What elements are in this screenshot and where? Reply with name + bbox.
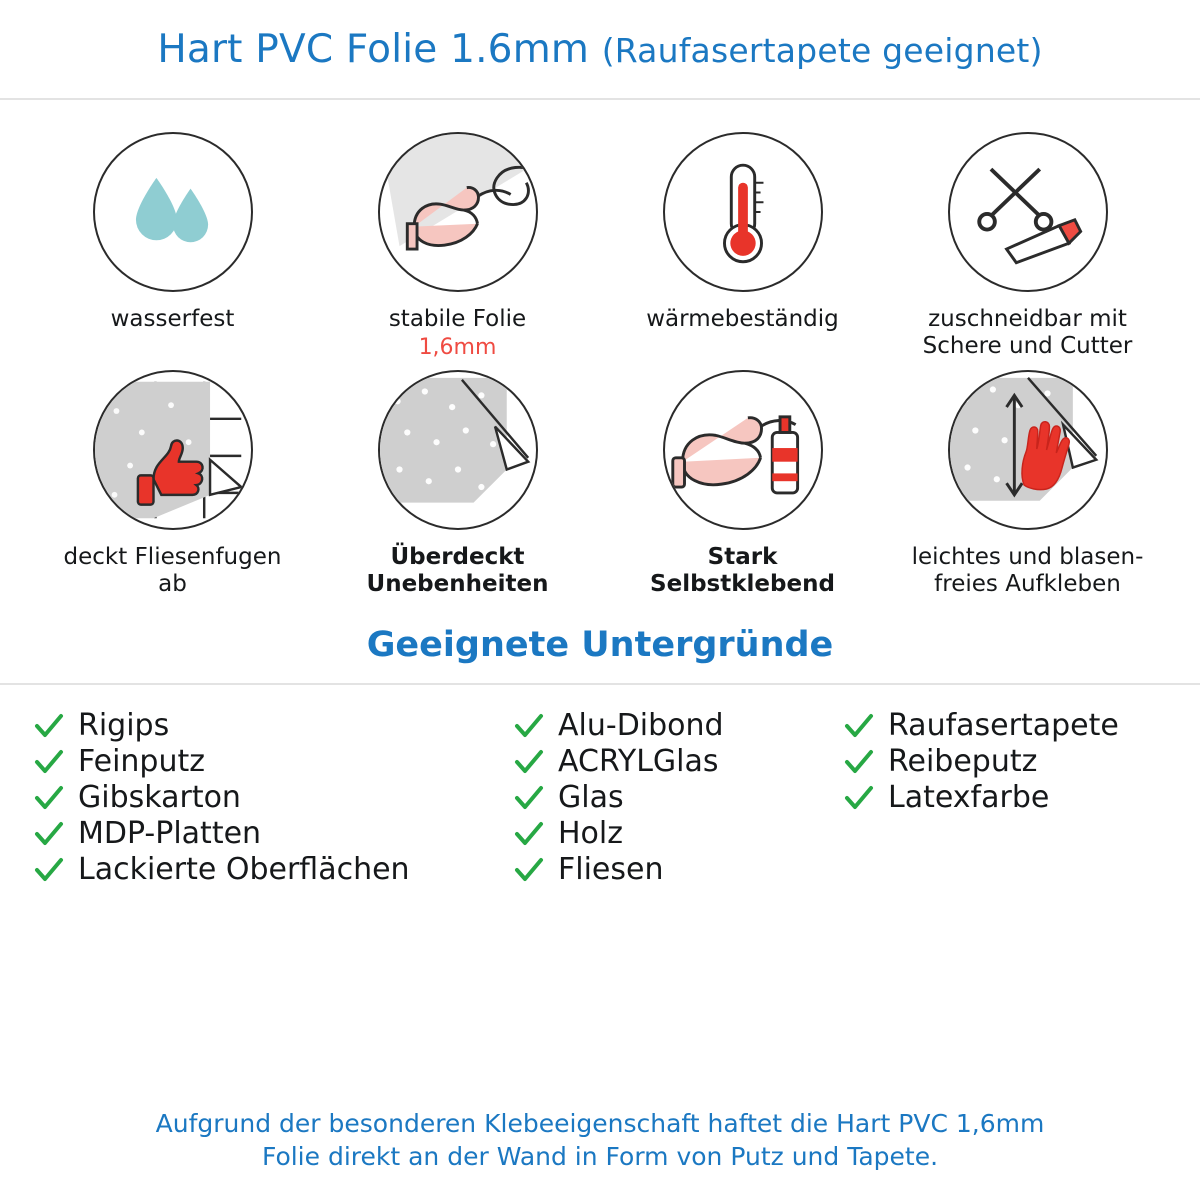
feature-sublabel: 1,6mm	[418, 335, 497, 361]
feature-item	[885, 370, 1170, 598]
list-item-label: ACRYLGlas	[558, 743, 719, 779]
glue-tube	[772, 417, 797, 493]
foil-corner-icon	[380, 372, 536, 528]
feature-label: deckt Fliesenfugen ab	[63, 544, 282, 598]
cutter-knife	[1006, 220, 1080, 263]
list-item	[34, 743, 514, 779]
feature-label: Stark Selbstklebend	[650, 544, 835, 598]
footer-line-2: Folie direkt an der Wand in Form von Putz und Tapete.	[261, 1142, 939, 1172]
page-title	[157, 27, 1042, 72]
checklist-column	[514, 707, 844, 887]
page-title-sub: (Raufasertapete geeignet)	[601, 30, 1043, 70]
check-icon	[514, 747, 544, 777]
list-item-label: Raufasertapete	[888, 707, 1119, 743]
list-item	[514, 743, 844, 779]
list-item-label: MDP-Platten	[78, 815, 262, 851]
feature-icon-circle	[378, 132, 538, 292]
feature-icon-circle	[663, 132, 823, 292]
list-item-label: Latexfarbe	[888, 779, 1050, 815]
feature-grid	[0, 100, 1200, 599]
feature-icon-circle	[948, 132, 1108, 292]
feature-label: zuschneidbar mit Schere und Cutter	[922, 306, 1133, 360]
list-item	[844, 779, 1166, 815]
list-item	[34, 707, 514, 743]
feature-item	[600, 132, 885, 360]
feature-icon-circle	[93, 132, 253, 292]
feature-icon-circle	[663, 370, 823, 530]
feature-item	[30, 370, 315, 598]
list-item	[34, 851, 514, 887]
list-item-label: Gibskarton	[78, 779, 241, 815]
strong-arm-foil-icon	[380, 134, 536, 290]
list-item-label: Fliesen	[558, 851, 664, 887]
list-item	[34, 779, 514, 815]
list-item	[34, 815, 514, 851]
feature-item	[315, 132, 600, 360]
list-item	[844, 707, 1166, 743]
list-item	[514, 815, 844, 851]
list-item	[514, 851, 844, 887]
feature-item	[315, 370, 600, 598]
feature-label: stabile Folie	[388, 306, 527, 332]
thermometer-icon	[665, 134, 821, 290]
check-icon	[844, 711, 874, 741]
feature-item	[600, 370, 885, 598]
check-icon	[514, 855, 544, 885]
feature-label: wasserfest	[110, 306, 235, 332]
check-icon	[34, 819, 64, 849]
check-icon	[844, 747, 874, 777]
hand-smoothing-icon	[950, 372, 1106, 528]
list-item	[514, 707, 844, 743]
list-item-label: Glas	[558, 779, 624, 815]
header	[0, 0, 1200, 100]
substrate-checklist	[0, 685, 1200, 885]
footer-note	[0, 1107, 1200, 1200]
check-icon	[34, 747, 64, 777]
list-item-label: Holz	[558, 815, 623, 851]
list-item-label: Alu-Dibond	[558, 707, 724, 743]
check-icon	[514, 711, 544, 741]
feature-label: Überdeckt Unebenheiten	[366, 544, 549, 598]
list-item-label: Feinputz	[78, 743, 205, 779]
check-icon	[34, 783, 64, 813]
page-title-main: Hart PVC Folie 1.6mm	[157, 26, 590, 72]
section-title: Geeignete Untergründe	[366, 624, 834, 665]
water-drops-icon	[95, 134, 251, 290]
feature-item	[885, 132, 1170, 360]
feature-icon-circle	[378, 370, 538, 530]
checklist-column	[844, 707, 1166, 885]
check-icon	[514, 819, 544, 849]
check-icon	[844, 783, 874, 813]
list-item-label: Lackierte Oberflächen	[78, 851, 410, 887]
feature-label: wärmebeständig	[646, 306, 839, 332]
check-icon	[34, 855, 64, 885]
list-item	[844, 743, 1166, 779]
section-header	[0, 625, 1200, 685]
feature-icon-circle	[93, 370, 253, 530]
feature-item	[30, 132, 315, 360]
checklist-column	[34, 707, 514, 887]
list-item-label: Reibeputz	[888, 743, 1038, 779]
arm-glue-icon	[665, 372, 821, 528]
check-icon	[34, 711, 64, 741]
feature-label: leichtes und blasen- freies Aufkleben	[911, 544, 1144, 598]
scissors-cutter-icon	[950, 134, 1106, 290]
feature-icon-circle	[948, 370, 1108, 530]
footer-line-1: Aufgrund der besonderen Klebeeigenschaft haftet die Hart PVC 1,6mm	[155, 1108, 1045, 1138]
check-icon	[514, 783, 544, 813]
list-item-label: Rigips	[78, 707, 170, 743]
thumb-up-tiles-icon	[95, 372, 251, 528]
list-item	[514, 779, 844, 815]
